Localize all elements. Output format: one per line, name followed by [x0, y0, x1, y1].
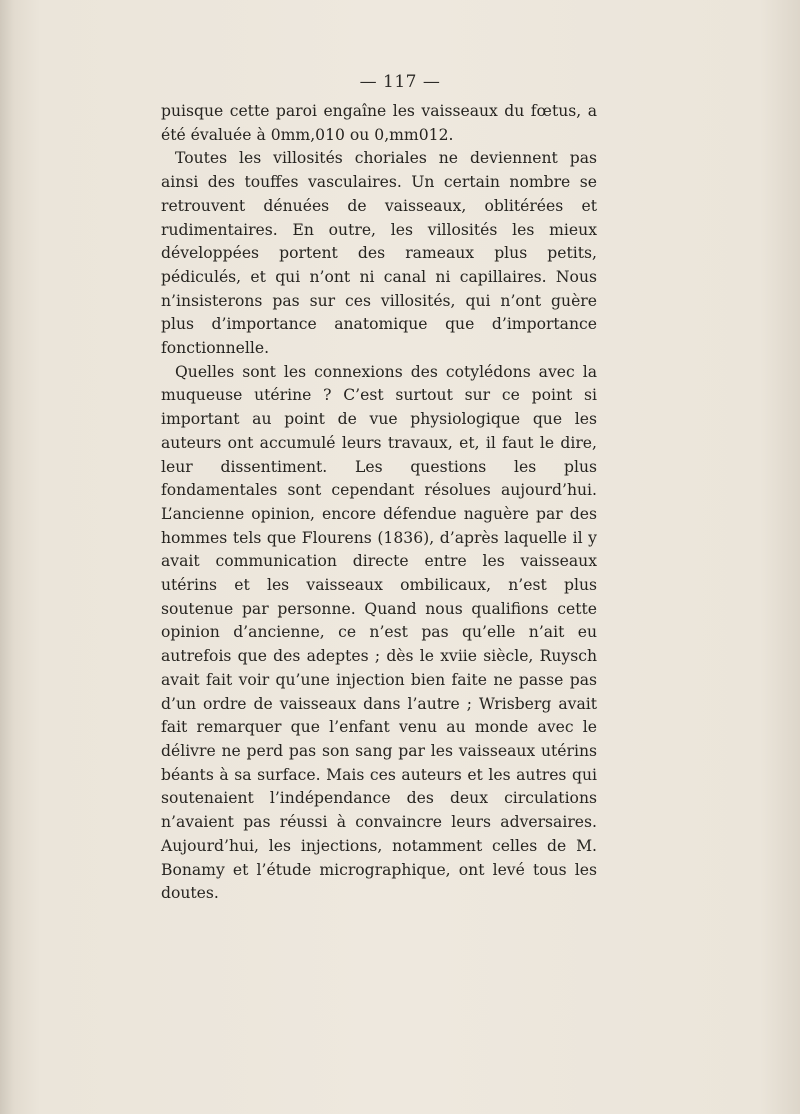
paragraph-2: Toutes les villosités choriales ne deviennent pas ainsi des touffes vasculaires. Un certain nombre se retrouvent dénuées de vaisseaux, oblitérées et rudimentaires. En outre, les villosités les mieux développées portent des rameaux plus petits, pédiculés, et qui n’ont ni canal ni capillaires. Nous n’insisterons pas sur ces villosités, qui n’ont guère plus d’importance anatomique que d’importance fonctionnelle.: [161, 149, 597, 358]
paragraph-3: Quelles sont les connexions des cotylédons avec la muqueuse utérine ? C’est surtout sur ce point si important au point de vue physiologique que les auteurs ont accumulé leurs travaux, et, il faut le dire, leur dissentiment. Les questions les plus fondamentales sont cependant résolues aujourd’hui. L’ancienne opinion, encore défendue naguère par des hommes tels que Flourens (1836), d’après laquelle il y avait communication directe entre les vaisseaux utérins et les vaisseaux ombilicaux, n’est plus soutenue par personne. Quand nous qualifions cette opinion d’ancienne, ce n’est pas qu’elle n’ait eu autrefois que des adeptes ; dès le xviie siècle, Ruysch avait fait voir qu’une injection bien faite ne passe pas d’un ordre de vaisseaux dans l’autre ; Wrisberg avait fait remarquer que l’enfant venu au monde avec le délivre ne perd pas son sang par les vaisseaux utérins béants à sa surface. Mais ces auteurs et les autres qui soutenaient l’indépendance des deux circulations n’avaient pas réussi à convaincre leurs adversaires. Aujourd’hui, les injections, notamment celles de M. Bonamy et l’étude micrographique, ont levé tous les doutes.: [161, 362, 597, 903]
paragraph-1: puisque cette paroi engaîne les vaisseaux du fœtus, a été évaluée à 0mm,010 ou 0,mm012.: [161, 102, 597, 144]
page-number: — 117 —: [359, 72, 441, 92]
body-text: [161, 100, 597, 906]
